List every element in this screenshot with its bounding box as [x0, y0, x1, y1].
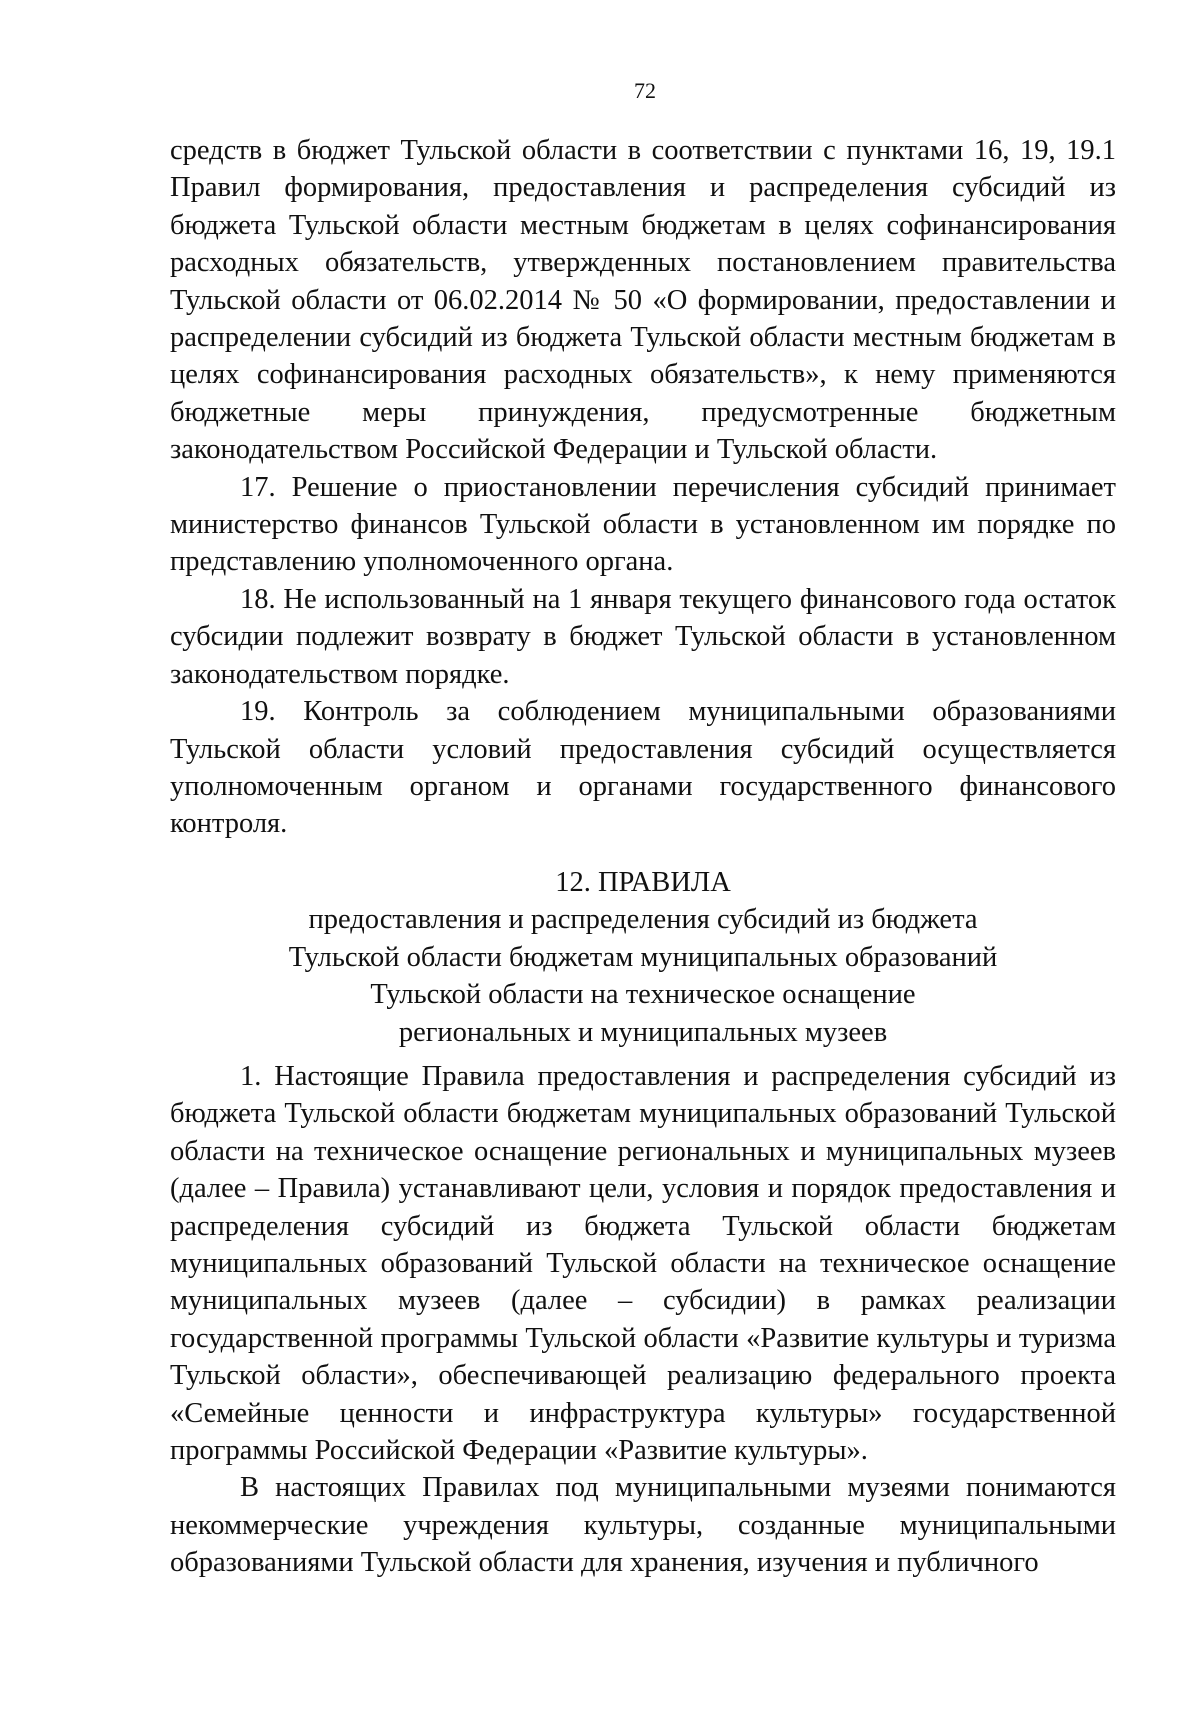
page-number: 72 [634, 78, 656, 103]
paragraph-19: 19. Контроль за соблюдением муниципальными образованиями Тульской области условий предоставления субсидий осуществляется уполномоченным органом и органами государственного финансового контроля. [170, 696, 1116, 840]
section-subtitle-line: Тульской области бюджетам муниципальных образований [288, 941, 998, 973]
paragraph-17: 17. Решение о приостановлении перечисления субсидий принимает министерство финансов Тульской области в установленном им порядке по представлению уполномоченного органа. [170, 471, 1116, 578]
section-subtitle-line: Тульской области на техническое оснащение [370, 979, 916, 1011]
section-title: 12. ПРАВИЛА [555, 867, 731, 898]
section-subtitle-line: предоставления и распределения субсидий из бюджета [308, 904, 978, 936]
bottom-text-block [170, 1058, 1116, 1582]
section-heading [170, 864, 1116, 1051]
paragraph-18: 18. Не использованный на 1 января текущего финансового года остаток субсидии подлежит возврату в бюджет Тульской области в установленном законодательством порядке. [170, 583, 1116, 690]
paragraph-continuation: средств в бюджет Тульской области в соответствии с пунктами 16, 19, 19.1 Правил формирования, предоставления и распределения субсидий из бюджета Тульской области местным бюджетам в целях софинансирования расходных обязательств, утвержденных постановлением правительства Тульской области от 06.02.2014 № 50 «О формировании, предоставлении и распределении субсидий из бюджета Тульской области местным бюджетам в целях софинансирования расходных обязательств», к нему применяются бюджетные меры принуждения, предусмотренные бюджетным законодательством Российской Федерации и Тульской области. [170, 135, 1116, 466]
section-subtitle-line: региональных и муниципальных музеев [398, 1016, 888, 1048]
top-text-block [170, 132, 1116, 843]
paragraph-museum-definition: В настоящих Правилах под муниципальными музеями понимаются некоммерческие учреждения культуры, созданные муниципальными образованиями Тульской области для хранения, изучения и публичного [170, 1472, 1116, 1579]
paragraph-1: 1. Настоящие Правила предоставления и распределения субсидий из бюджета Тульской области бюджетам муниципальных образований Тульской области на техническое оснащение региональных и муниципальных музеев (далее – Правила) устанавливают цели, условия и порядок предоставления и распределения субсидий из бюджета Тульской области бюджетам муниципальных образований Тульской области на техническое оснащение муниципальных музеев (далее – субсидии) в рамках реализации государственной программы Тульской области «Развитие культуры и туризма Тульской области», обеспечивающей реализацию федерального проекта «Семейные ценности и инфраструктура культуры» государственной программы Российской Федерации «Развитие культуры». [170, 1061, 1116, 1467]
